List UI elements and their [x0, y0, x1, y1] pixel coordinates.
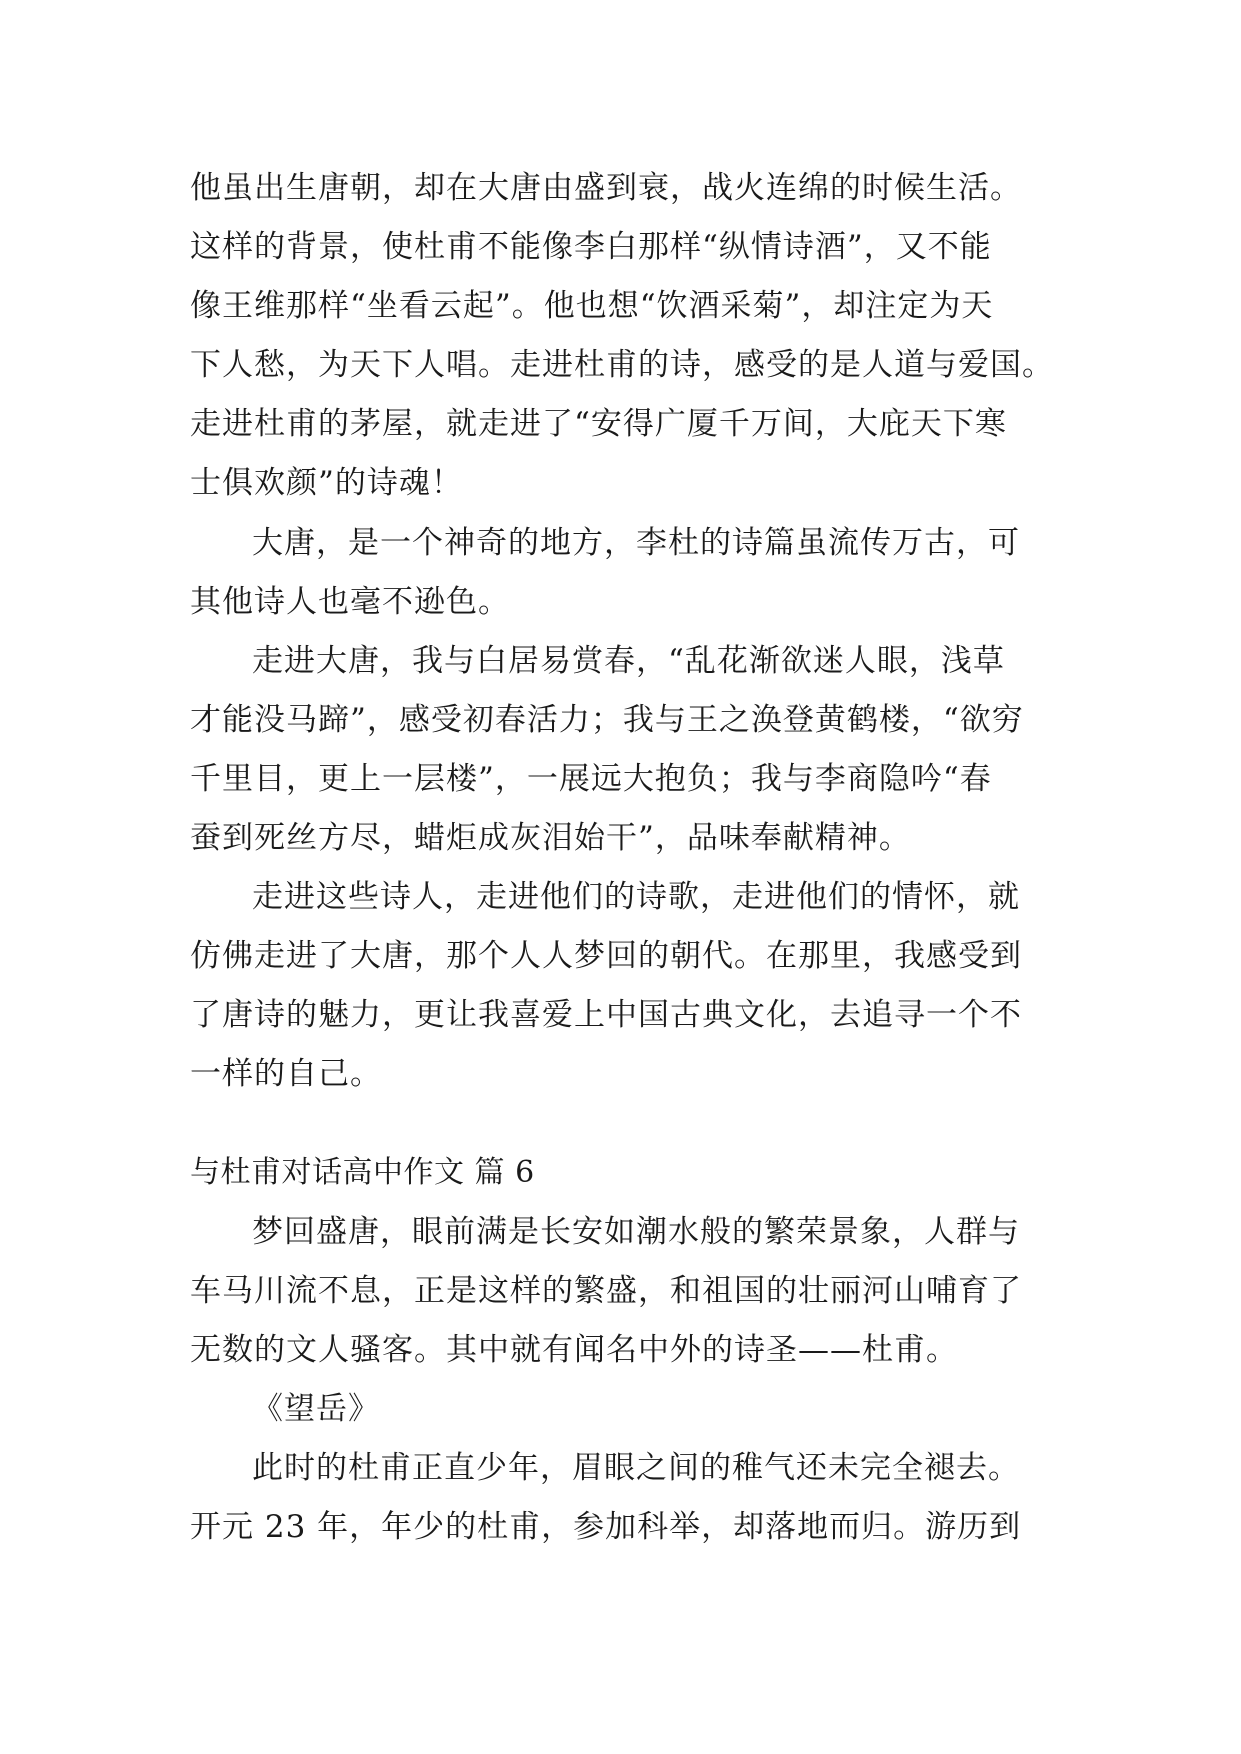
- section-title: 与杜甫对话高中作文 篇 6: [190, 1155, 535, 1190]
- poem-title: 《望岳》: [252, 1391, 380, 1427]
- paragraph-line: 士俱欢颜”的诗魂！: [190, 465, 463, 501]
- paragraph-line: 才能没马蹄”，感受初春活力；我与王之涣登黄鹤楼，“欲穷: [190, 702, 1024, 738]
- paragraph-line: 其他诗人也毫不逊色。: [190, 584, 510, 620]
- paragraph-line: 蚕到死丝方尽，蜡炬成灰泪始干”，品味奉献精神。: [190, 820, 911, 856]
- paragraph-line: 下人愁，为天下人唱。走进杜甫的诗，感受的是人道与爱国。: [190, 347, 1054, 383]
- paragraph-line: 车马川流不息，正是这样的繁盛，和祖国的壮丽河山哺育了: [190, 1273, 1022, 1309]
- paragraph-line: 一样的自己。: [190, 1056, 382, 1092]
- paragraph-line: 走进杜甫的茅屋，就走进了“安得广厦千万间，大庇天下寒: [190, 406, 1007, 442]
- paragraph-line: 开元 23 年，年少的杜甫，参加科举，却落地而归。游历到: [190, 1509, 1022, 1545]
- paragraph-line: 梦回盛唐，眼前满是长安如潮水般的繁荣景象，人群与: [252, 1214, 1020, 1250]
- paragraph-line: 了唐诗的魅力，更让我喜爱上中国古典文化，去追寻一个不: [190, 997, 1022, 1033]
- paragraph-line: 无数的文人骚客。其中就有闻名中外的诗圣——杜甫。: [190, 1332, 958, 1368]
- paragraph-line: 像王维那样“坐看云起”。他也想“饮酒采菊”，却注定为天: [190, 288, 994, 324]
- paragraph-line: 大唐，是一个神奇的地方，李杜的诗篇虽流传万古，可: [252, 525, 1020, 561]
- paragraph-line: 他虽出生唐朝，却在大唐由盛到衰，战火连绵的时候生活。: [190, 170, 1022, 206]
- paragraph-line: 此时的杜甫正直少年，眉眼之间的稚气还未完全褪去。: [252, 1450, 1020, 1486]
- paragraph-line: 走进这些诗人，走进他们的诗歌，走进他们的情怀，就: [252, 879, 1020, 915]
- paragraph-line: 走进大唐，我与白居易赏春，“乱花渐欲迷人眼，浅草: [252, 643, 1005, 679]
- paragraph-line: 这样的背景，使杜甫不能像李白那样“纵情诗酒”，又不能: [190, 229, 992, 265]
- paragraph-line: 千里目，更上一层楼”，一展远大抱负；我与李商隐吟“春: [190, 761, 992, 797]
- paragraph-line: 仿佛走进了大唐，那个人人梦回的朝代。在那里，我感受到: [190, 938, 1022, 974]
